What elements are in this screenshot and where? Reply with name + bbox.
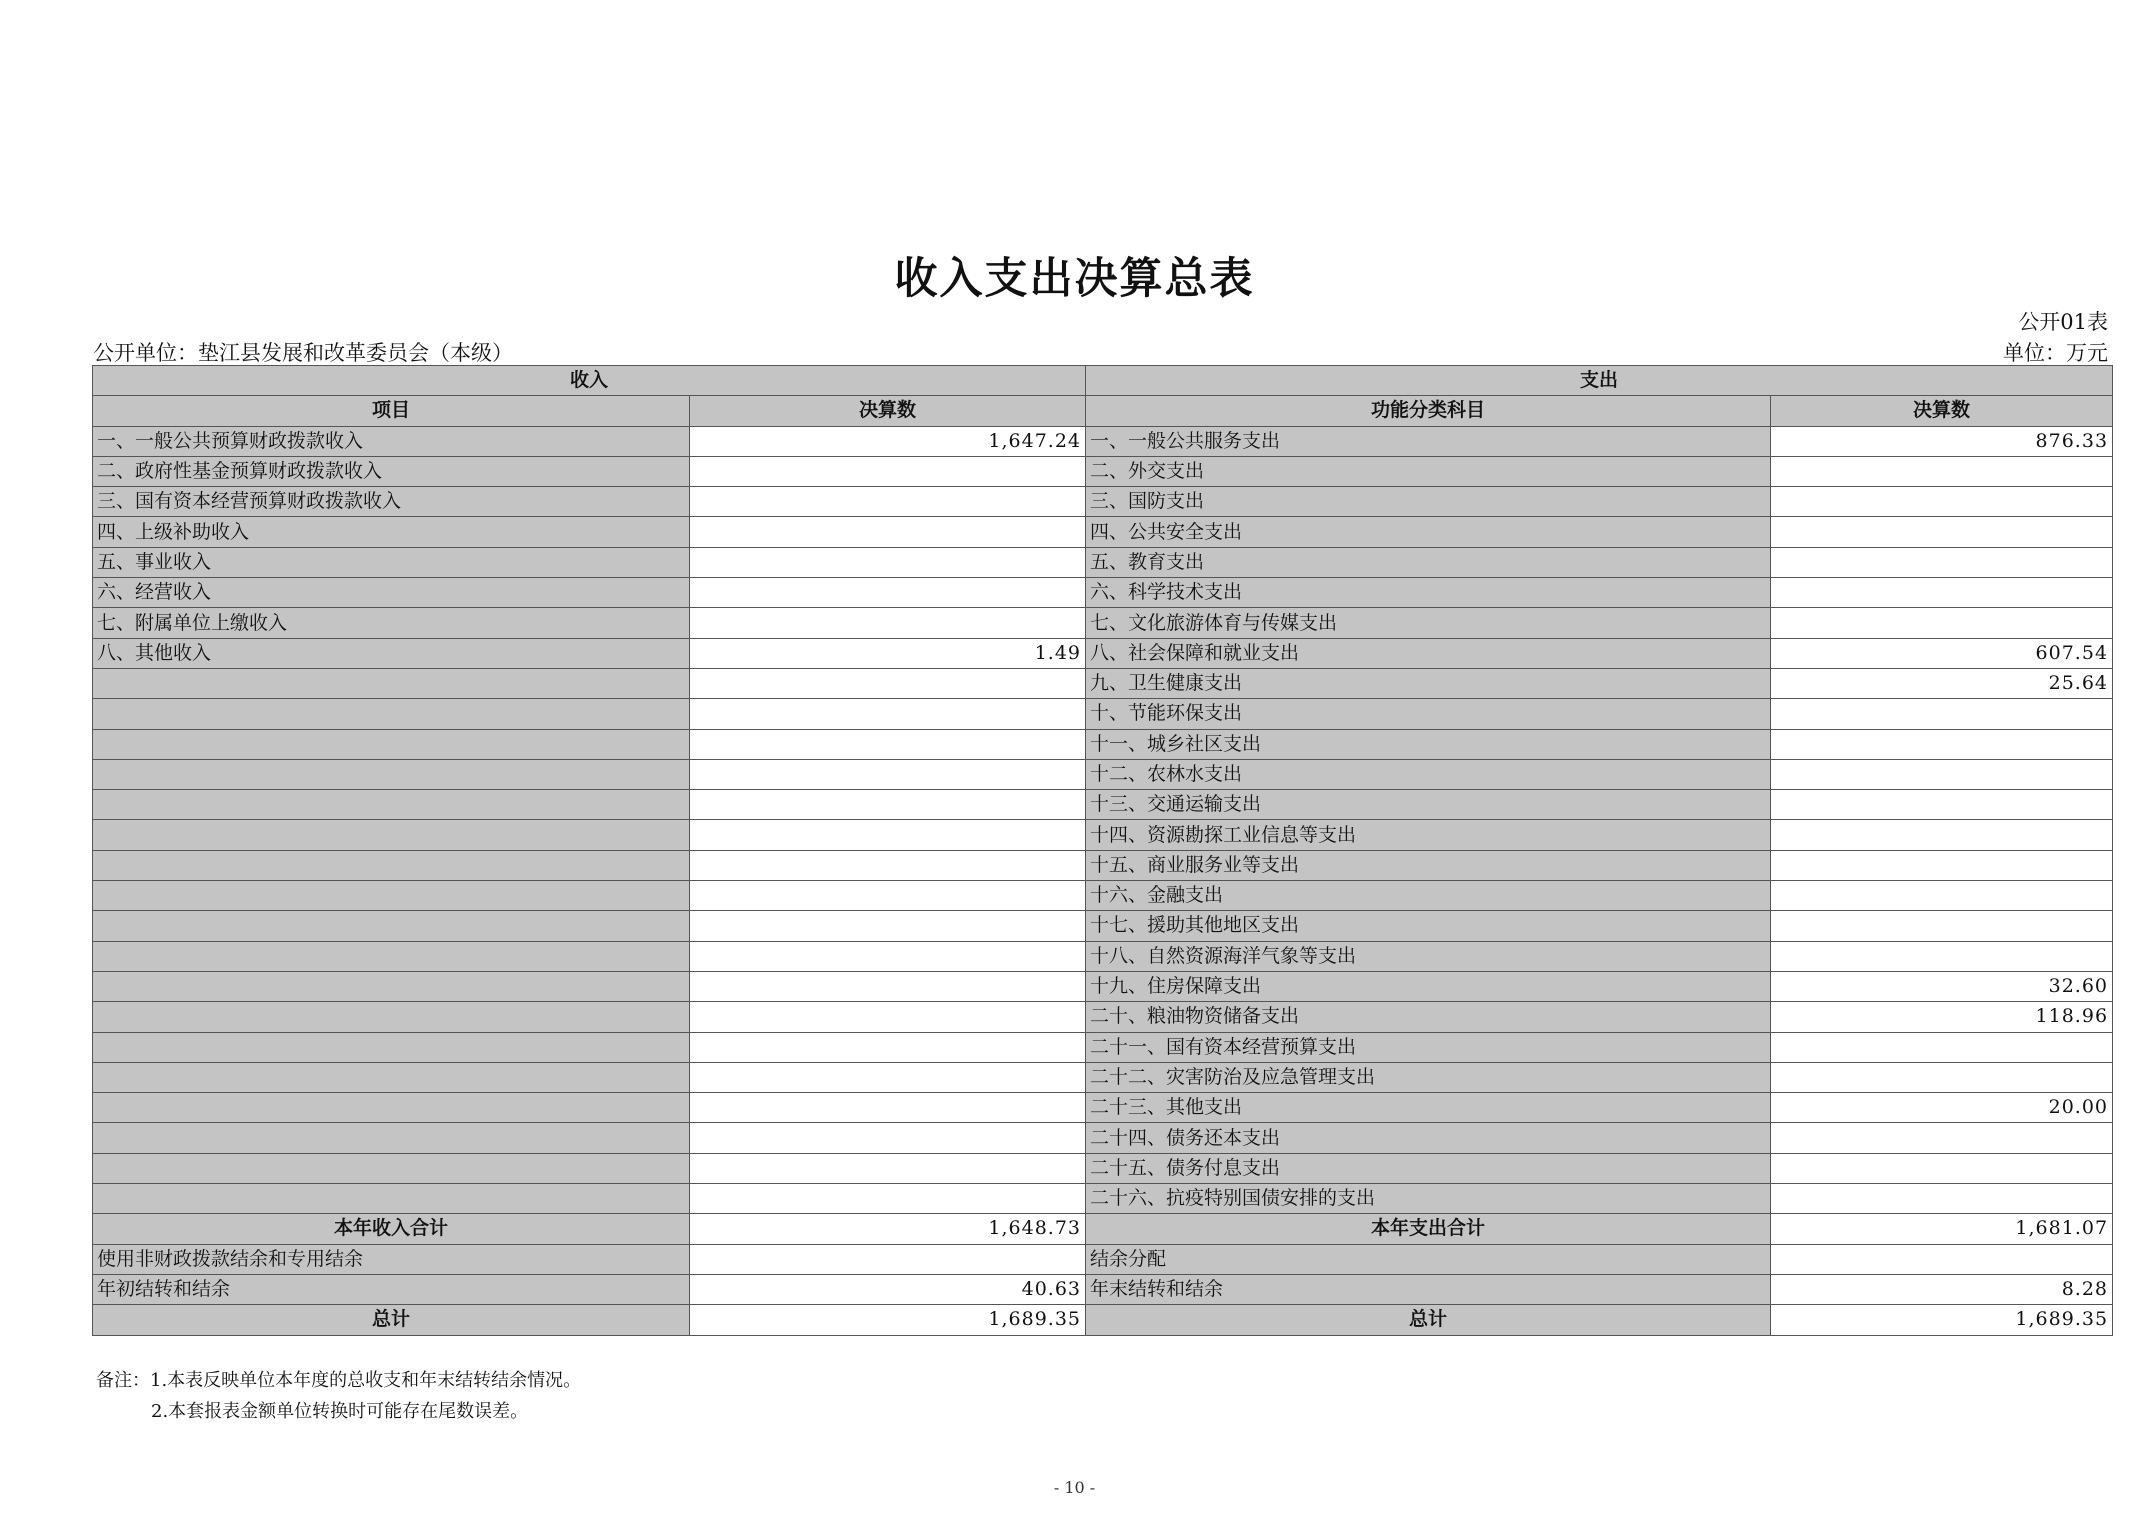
income-item-label [93,881,690,911]
table-row [93,1153,2113,1183]
expense-item-label: 三、国防支出 [1086,487,1771,517]
expense-item-label: 二十六、抗疫特别国债安排的支出 [1086,1184,1771,1214]
expense-item-label: 十三、交通运输支出 [1086,790,1771,820]
income-item-label [93,1123,690,1153]
opening-balance-value: 40.63 [690,1274,1086,1304]
footnote-1: 备注：1.本表反映单位本年度的总收支和年末结转结余情况。 [96,1370,582,1391]
expense-item-label: 七、文化旅游体育与传媒支出 [1086,608,1771,638]
table-row [93,517,2113,547]
income-item-value [690,578,1086,608]
income-item-label: 三、国有资本经营预算财政拨款收入 [93,487,690,517]
expense-item-value [1771,820,2113,850]
expense-item-value [1771,608,2113,638]
expense-item-label: 九、卫生健康支出 [1086,668,1771,698]
income-item-label [93,941,690,971]
total-row [93,1305,2113,1335]
income-item-label: 四、上级补助收入 [93,517,690,547]
expense-item-value [1771,1184,2113,1214]
expense-subtotal-label: 本年支出合计 [1086,1214,1771,1244]
table-number: 公开01表 [2018,310,2108,334]
table-row [93,911,2113,941]
expense-subtotal-value: 1,681.07 [1771,1214,2113,1244]
expense-item-value: 20.00 [1771,1093,2113,1123]
expense-item-value: 32.60 [1771,971,2113,1001]
income-item-value: 1,647.24 [690,426,1086,456]
table-row [93,1184,2113,1214]
col-header-item: 项目 [93,396,690,426]
table-row [93,426,2113,456]
income-item-value [690,456,1086,486]
expense-item-label: 十二、农林水支出 [1086,759,1771,789]
carryover-row [93,1244,2113,1274]
income-item-value [690,820,1086,850]
column-header-row [93,396,2113,426]
expense-item-value [1771,578,2113,608]
non-fiscal-balance-label: 使用非财政拨款结余和专用结余 [93,1244,690,1274]
income-item-label [93,668,690,698]
page-title: 收入支出决算总表 [894,254,1255,304]
expense-item-value [1771,699,2113,729]
expense-item-value [1771,1062,2113,1092]
table-row [93,1032,2113,1062]
income-item-value [690,668,1086,698]
income-item-value [690,699,1086,729]
expense-item-label: 一、一般公共服务支出 [1086,426,1771,456]
footnotes [96,1365,581,1427]
expense-item-label: 二十五、债务付息支出 [1086,1153,1771,1183]
expense-item-value [1771,456,2113,486]
expense-item-value [1771,911,2113,941]
table-row [93,487,2113,517]
income-item-value [690,1032,1086,1062]
expense-item-value [1771,941,2113,971]
table-row [93,547,2113,577]
table-row [93,729,2113,759]
table-row [93,699,2113,729]
expense-item-value [1771,729,2113,759]
expense-item-value [1771,517,2113,547]
income-item-value [690,941,1086,971]
expense-item-value [1771,547,2113,577]
expense-item-label: 十九、住房保障支出 [1086,971,1771,1001]
expense-item-value: 25.64 [1771,668,2113,698]
col-header-amount: 决算数 [690,396,1086,426]
expense-item-label: 二十、粮油物资储备支出 [1086,1002,1771,1032]
expense-item-value [1771,1123,2113,1153]
income-item-label [93,971,690,1001]
income-expense-table [92,365,2113,1336]
table-row [93,850,2113,880]
income-total-label: 总计 [93,1305,690,1335]
table-row [93,668,2113,698]
table-row [93,608,2113,638]
expense-item-value [1771,487,2113,517]
income-item-label [93,759,690,789]
income-item-label: 二、政府性基金预算财政拨款收入 [93,456,690,486]
expense-item-value [1771,790,2113,820]
table-row [93,1093,2113,1123]
expense-item-label: 十八、自然资源海洋气象等支出 [1086,941,1771,971]
expense-total-value: 1,689.35 [1771,1305,2113,1335]
carryover-row [93,1274,2113,1304]
income-item-value [690,1093,1086,1123]
expense-item-value [1771,850,2113,880]
table-row [93,790,2113,820]
income-item-label [93,790,690,820]
income-item-label: 五、事业收入 [93,547,690,577]
expense-item-label: 十七、援助其他地区支出 [1086,911,1771,941]
expense-item-label: 二、外交支出 [1086,456,1771,486]
expense-item-value [1771,759,2113,789]
income-item-value [690,547,1086,577]
table-row [93,881,2113,911]
income-item-value [690,971,1086,1001]
closing-balance-value: 8.28 [1771,1274,2113,1304]
income-item-value [690,517,1086,547]
expense-item-label: 十五、商业服务业等支出 [1086,850,1771,880]
income-item-value [690,1062,1086,1092]
income-item-label [93,1184,690,1214]
expense-item-label: 十一、城乡社区支出 [1086,729,1771,759]
opening-balance-label: 年初结转和结余 [93,1274,690,1304]
income-item-label [93,1093,690,1123]
income-item-label [93,1032,690,1062]
col-header-function: 功能分类科目 [1086,396,1771,426]
closing-balance-label: 年末结转和结余 [1086,1274,1771,1304]
income-item-value: 1.49 [690,638,1086,668]
expense-item-value: 607.54 [1771,638,2113,668]
expense-item-label: 四、公共安全支出 [1086,517,1771,547]
income-item-value [690,850,1086,880]
table-row [93,1123,2113,1153]
income-item-value [690,790,1086,820]
footnote-2: 2.本套报表金额单位转换时可能存在尾数误差。 [151,1401,529,1422]
income-item-label: 七、附属单位上缴收入 [93,608,690,638]
expense-item-value [1771,1153,2113,1183]
expense-item-value [1771,881,2113,911]
reporting-unit: 公开单位：垫江县发展和改革委员会（本级） [93,341,513,365]
expense-item-label: 十六、金融支出 [1086,881,1771,911]
expense-item-value: 118.96 [1771,1002,2113,1032]
table-row [93,971,2113,1001]
table-row [93,1062,2113,1092]
table-row [93,456,2113,486]
income-item-label [93,1062,690,1092]
income-item-label [93,850,690,880]
expense-item-label: 五、教育支出 [1086,547,1771,577]
non-fiscal-balance-value [690,1244,1086,1274]
expense-total-label: 总计 [1086,1305,1771,1335]
income-item-value [690,729,1086,759]
table-row [93,820,2113,850]
income-item-label [93,729,690,759]
table-row [93,941,2113,971]
income-item-value [690,487,1086,517]
expense-item-label: 六、科学技术支出 [1086,578,1771,608]
income-subtotal-value: 1,648.73 [690,1214,1086,1244]
expense-item-value: 876.33 [1771,426,2113,456]
income-item-label [93,911,690,941]
table-row [93,1002,2113,1032]
income-item-label [93,820,690,850]
expense-section-header: 支出 [1086,366,2113,396]
income-item-value [690,1123,1086,1153]
expense-item-label: 二十二、灾害防治及应急管理支出 [1086,1062,1771,1092]
table-row [93,638,2113,668]
expense-item-value [1771,1032,2113,1062]
income-item-label: 一、一般公共预算财政拨款收入 [93,426,690,456]
subtotal-row [93,1214,2113,1244]
income-item-label [93,1153,690,1183]
income-item-value [690,881,1086,911]
table-row [93,759,2113,789]
expense-item-label: 二十一、国有资本经营预算支出 [1086,1032,1771,1062]
income-item-value [690,911,1086,941]
income-item-label [93,1002,690,1032]
income-item-value [690,1184,1086,1214]
expense-item-label: 二十四、债务还本支出 [1086,1123,1771,1153]
income-item-value [690,759,1086,789]
balance-distribution-value [1771,1244,2113,1274]
expense-item-label: 十四、资源勘探工业信息等支出 [1086,820,1771,850]
income-item-label: 八、其他收入 [93,638,690,668]
income-subtotal-label: 本年收入合计 [93,1214,690,1244]
page-number: - 10 - [1053,1478,1096,1497]
expense-item-label: 二十三、其他支出 [1086,1093,1771,1123]
income-item-value [690,1002,1086,1032]
table-row [93,578,2113,608]
income-item-label: 六、经营收入 [93,578,690,608]
income-item-value [690,1153,1086,1183]
income-section-header: 收入 [93,366,1086,396]
expense-item-label: 八、社会保障和就业支出 [1086,638,1771,668]
col-header-amount-2: 决算数 [1771,396,2113,426]
expense-item-label: 十、节能环保支出 [1086,699,1771,729]
income-item-label [93,699,690,729]
balance-distribution-label: 结余分配 [1086,1244,1771,1274]
income-item-value [690,608,1086,638]
currency-unit: 单位：万元 [2003,341,2108,365]
income-total-value: 1,689.35 [690,1305,1086,1335]
section-header-row [93,366,2113,396]
